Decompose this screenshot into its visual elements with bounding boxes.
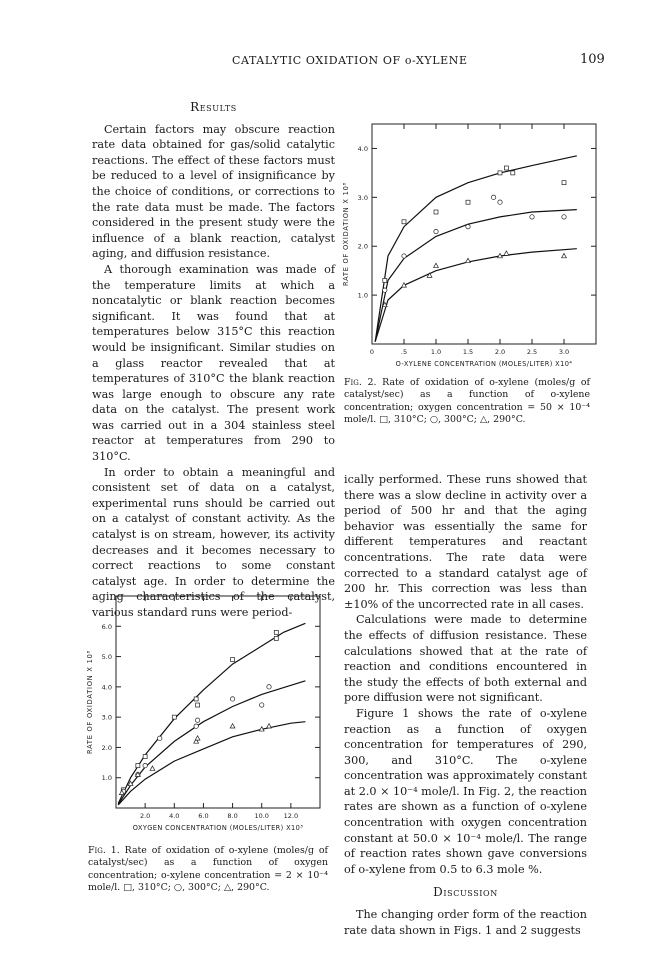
x-tick-label: 2.5 <box>526 348 538 356</box>
x-tick-label: 8.0 <box>227 812 238 820</box>
figure-1-caption <box>88 845 328 895</box>
x-tick-label: 10.0 <box>254 812 269 820</box>
data-point-circle <box>402 254 406 258</box>
y-tick-label: 4.0 <box>357 144 368 153</box>
series-curve-triangle <box>375 249 577 342</box>
data-point-triangle <box>434 263 439 267</box>
results-heading: Results <box>190 100 237 114</box>
paragraph: In order to obtain a meaningful and consistent set of data on a catalyst, experimental runs should be carried out on a catalyst of constant activity. As the catalyst is on stream, however, its activity decreases and it becomes necessary to correct reactions to some constant catalyst age. In order to determine the aging characteristics of the catalyst, various standard runs were period- <box>92 465 335 619</box>
data-point-square <box>498 171 502 175</box>
data-point-circle <box>491 195 495 199</box>
x-tick-label: 12.0 <box>283 812 299 820</box>
y-tick-label: 3.0 <box>357 193 368 202</box>
x-tick-label: 4.0 <box>169 812 180 820</box>
data-point-triangle <box>466 258 471 262</box>
data-point-square <box>383 278 387 282</box>
x-tick-label: 6.0 <box>198 812 209 820</box>
paragraph: The changing order form of the reaction rate data shown in Figs. 1 and 2 suggests <box>344 908 587 937</box>
y-tick-label: 1.0 <box>101 774 112 783</box>
figure-2-caption-label: Fig. 2. <box>344 377 377 388</box>
x-tick-label: 2.0 <box>139 812 151 820</box>
y-axis-label: RATE OF OXIDATION X 10⁸ <box>342 181 350 287</box>
data-point-square <box>562 181 566 185</box>
paragraph: Figure 1 shows the rate of o-xylene reaction as a function of oxygen concentration for temperatures of 290, 300, and 310°C. The o-xylene concentration was approximately constant at 2.0 × 10⁻⁴ mole/l. In Fig. 2, the reaction rates are shown as a function of o-xylene concentration with oxygen concentration constant at 50.0 × 10⁻⁴ mole/l. The range of reaction rates shown gave conversions of o-xylene from 0.5 to 6.3 mole %. <box>344 706 588 876</box>
data-point-circle <box>158 736 162 740</box>
x-tick-label: 2.0 <box>494 348 506 356</box>
figure-2-chart <box>335 120 600 370</box>
data-point-square <box>434 210 438 214</box>
running-title: CATALYTIC OXIDATION OF o-XYLENE <box>232 54 468 67</box>
figure-1-caption-text: Rate of oxidation of o-xylene (moles/g of catalyst/sec) as a function of oxygen concentration; o-xylene concentration = 2 × 10⁻⁴ mole/l. □, 310°C; ○, 300°C; △, 290°C. <box>88 845 328 894</box>
data-point-triangle <box>562 253 567 257</box>
left-column <box>92 100 335 621</box>
data-point-circle <box>498 200 502 204</box>
data-point-triangle <box>427 273 432 277</box>
data-point-triangle <box>267 724 272 728</box>
data-point-square <box>504 166 508 170</box>
data-point-circle <box>260 703 264 707</box>
data-point-square <box>511 171 515 175</box>
data-point-square <box>402 220 406 224</box>
data-point-square <box>194 697 198 701</box>
data-point-triangle <box>195 736 200 740</box>
data-point-circle <box>195 718 199 722</box>
paragraph: Certain factors may obscure reaction rate data obtained for gas/solid catalytic reactions. The effect of these factors must be reduced to a level of insignificance by the choice of conditions, or corrections to the rate data must be made. The factors considered in the present study were the influence of a blank reaction, catalyst aging, and diffusion resistance. <box>92 122 335 261</box>
data-point-circle <box>194 724 198 728</box>
series-curve-circle <box>118 681 305 805</box>
y-axis-label: RATE OF OXIDATION X 10⁸ <box>86 649 94 755</box>
paragraph: ically performed. These runs showed that there was a slow decline in activity over a period of 500 hr and that the aging behavior was essentially the same for different temperatures and reactant concentrations. The rate data were corrected to a standard catalyst age of 200 hr. This correction was less than ±10% of the uncorrected rate in all cases. <box>344 473 587 611</box>
figure-2-caption <box>344 377 590 427</box>
x-tick-label: .5 <box>400 348 408 356</box>
x-tick-label: 0 <box>369 348 375 356</box>
data-point-triangle <box>230 724 235 728</box>
data-point-square <box>172 715 176 719</box>
figure-1-chart <box>84 590 324 840</box>
discussion-heading: Discussion <box>433 885 498 900</box>
paragraph: A thorough examination was made of the temperature limits at which a noncatalytic or blank reaction becomes significant. It was found that at temperatures below 315°C this reaction would be insignificant. Similar studies on a glass reactor revealed that at temperatures of 310°C the blank reaction was large enough to obscure any rate data on the catalyst. The present work was carried out in a 304 stainless steel reactor at temperatures from 290 to 310°C. <box>92 262 335 464</box>
plot-frame <box>372 124 596 344</box>
y-tick-label: 3.0 <box>101 713 112 722</box>
data-point-circle <box>230 697 234 701</box>
series-curve-square <box>375 156 577 342</box>
y-tick-label: 2.0 <box>357 242 368 251</box>
right-column <box>344 472 587 938</box>
data-point-square <box>466 200 470 204</box>
data-point-square <box>274 630 278 634</box>
data-point-circle <box>530 215 534 219</box>
data-point-square <box>274 636 278 640</box>
data-point-circle <box>434 229 438 233</box>
data-point-circle <box>383 288 387 292</box>
data-point-square <box>196 703 200 707</box>
figure-2-caption-text: Rate of oxidation of o-xylene (moles/g of catalyst/sec) as a function of o-xylene concentration; oxygen concentration = 50 × 10⁻⁴ mole/l. □, 310°C; ○, 300°C; △, 290°C. <box>344 377 590 426</box>
figure-1-plot <box>84 590 324 840</box>
x-tick-label: 3.0 <box>558 348 570 356</box>
series-curve-circle <box>375 210 577 342</box>
figure-1-caption-label: Fig. 1. <box>88 845 120 856</box>
data-point-square <box>143 755 147 759</box>
x-axis-label: OXYGEN CONCENTRATION (MOLES/LITER) X10³ <box>132 824 304 832</box>
data-point-square <box>136 764 140 768</box>
data-point-circle <box>143 763 147 767</box>
data-point-triangle <box>504 251 509 255</box>
y-tick-label: 5.0 <box>101 653 112 662</box>
plot-frame <box>116 596 320 808</box>
data-point-triangle <box>150 766 155 770</box>
x-tick-label: 1.5 <box>462 348 474 356</box>
data-point-circle <box>267 685 271 689</box>
y-tick-label: 4.0 <box>101 683 112 692</box>
y-tick-label: 6.0 <box>101 622 112 631</box>
page-number: 109 <box>580 52 605 67</box>
running-head <box>0 54 672 74</box>
data-point-circle <box>466 224 470 228</box>
paragraph: Calculations were made to determine the effects of diffusion resistance. These calculations showed that at the rate of reaction and conditions encountered in the study the effects of both external and pore diffusion were not significant. <box>344 613 587 705</box>
y-tick-label: 1.0 <box>357 291 368 300</box>
data-point-circle <box>562 215 566 219</box>
figure-2-plot <box>335 120 600 370</box>
data-point-square <box>231 658 235 662</box>
y-tick-label: 2.0 <box>101 743 112 752</box>
x-axis-label: O-XYLENE CONCENTRATION (MOLES/LITER) X10⁴ <box>395 360 573 368</box>
x-tick-label: 1.0 <box>430 348 442 356</box>
series-curve-square <box>118 623 305 803</box>
